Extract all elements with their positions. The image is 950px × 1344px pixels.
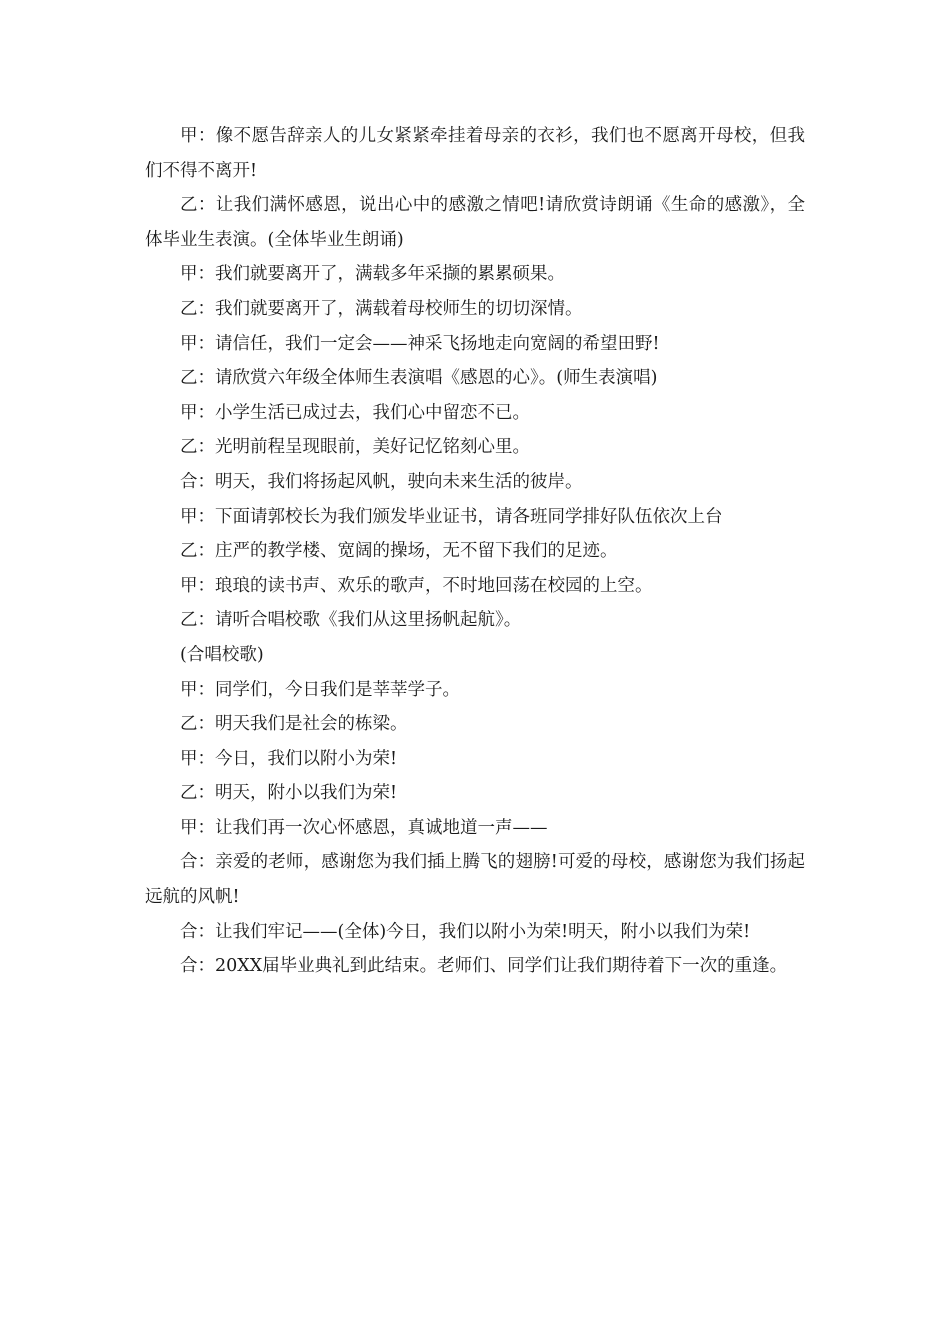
document-body [145,119,805,984]
paragraph: 甲：让我们再一次心怀感恩，真诚地道一声—— [180,817,548,838]
paragraph: 合：亲爱的老师，感谢您为我们插上腾飞的翅膀!可爱的母校，感谢您为我们扬起远航的风帆! [145,852,805,908]
paragraph: 合：让我们牢记——(全体)今日，我们以附小为荣!明天，附小以我们为荣! [180,921,751,942]
paragraph: 甲：琅琅的读书声、欢乐的歌声，不时地回荡在校园的上空。 [180,575,653,596]
paragraph: 乙：请听合唱校歌《我们从这里扬帆起航》。 [180,610,522,631]
paragraph: 甲：下面请郭校长为我们颁发毕业证书，请各班同学排好队伍依次上台 [180,506,723,527]
paragraph: 甲：请信任，我们一定会——神采飞扬地走向宽阔的希望田野! [180,333,660,354]
paragraph: 乙：庄严的教学楼、宽阔的操场，无不留下我们的足迹。 [180,541,618,562]
paragraph: 乙：明天，附小以我们为荣! [180,783,398,804]
paragraph: 合：20XX届毕业典礼到此结束。老师们、同学们让我们期待着下一次的重逢。 [180,956,788,977]
paragraph: 乙：让我们满怀感恩，说出心中的感激之情吧!请欣赏诗朗诵《生命的感激》，全体毕业生表演。(全体毕业生朗诵) [145,195,805,250]
paragraph: 乙：光明前程呈现眼前，美好记忆铭刻心里。 [180,437,530,458]
paragraph: 乙：请欣赏六年级全体师生表演唱《感恩的心》。(师生表演唱) [180,368,658,389]
paragraph: 甲：今日，我们以附小为荣! [180,748,398,769]
paragraph: 甲：我们就要离开了，满载多年采撷的累累硕果。 [180,264,565,285]
paragraph: 乙：我们就要离开了，满载着母校师生的切切深情。 [180,298,583,319]
paragraph: 合：明天，我们将扬起风帆，驶向未来生活的彼岸。 [180,471,583,492]
paragraph: (合唱校歌) [180,644,264,665]
paragraph: 甲：像不愿告辞亲人的儿女紧紧牵挂着母亲的衣衫，我们也不愿离开母校，但我们不得不离开! [145,126,805,181]
paragraph: 乙：明天我们是社会的栋梁。 [180,714,408,735]
paragraph: 甲：同学们，今日我们是莘莘学子。 [180,679,460,700]
paragraph: 甲：小学生活已成过去，我们心中留恋不已。 [180,402,530,423]
